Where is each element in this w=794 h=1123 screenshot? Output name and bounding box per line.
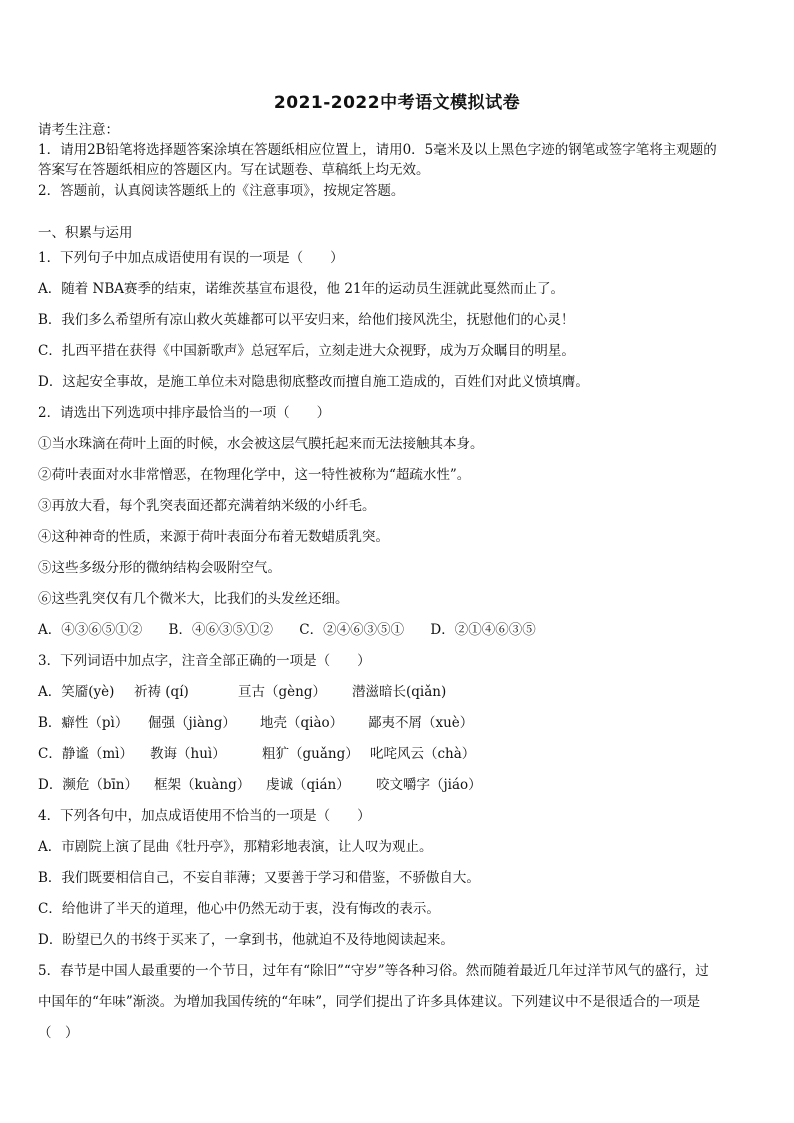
q3-a-word-3: 亘古（gèng） <box>238 684 326 700</box>
q1-option-a: A．随着 NBA赛季的结束，诺维茨基宣布退役，他 21年的运动员生涯就此戛然而止了。 <box>38 281 564 297</box>
q2-options <box>38 620 760 640</box>
q2-stem: 2．请选出下列选项中排序最恰当的一项（ ） <box>38 405 331 421</box>
q2-sentence-3: ③再放大看，每个乳突表面还都充满着纳米级的小纤毛。 <box>38 498 376 514</box>
q2-option-c: C．②④⑥③⑤① <box>299 622 405 638</box>
q3-c-word-2: 教诲（huì） <box>150 746 226 762</box>
q3-d-word-1: D．濒危（bīn） <box>38 777 138 793</box>
q3-a-word-1: A．笑靥(yè) <box>38 684 115 700</box>
q2-option-a: A．④③⑥⑤①② <box>38 622 143 638</box>
q3-c-word-1: C．静谧（mì） <box>38 746 133 762</box>
q4-stem: 4．下列各句中，加点成语使用不恰当的一项是（ ） <box>38 808 371 824</box>
q2-option-b: B．④⑥③⑤①② <box>168 622 273 638</box>
q3-c-word-4: 叱咤风云（chà） <box>370 746 476 762</box>
q4-option-a: A．市剧院上演了昆曲《牡丹亭》，那精彩地表演，让人叹为观止。 <box>38 839 433 855</box>
q4-option-d: D．盼望已久的书终于买来了，一拿到书，他就迫不及待地阅读起来。 <box>38 932 454 948</box>
q3-b-word-4: 鄙夷不屑（xuè） <box>368 715 474 731</box>
q5-line-2: 中国年的“年味”渐淡。为增加我国传统的“年味”，同学们提出了许多具体建议。下列建议中不是很适合的一项是 <box>38 994 701 1010</box>
notice-item-1-line-2: 答案写在答题纸相应的答题区内。写在试题卷、草稿纸上均无效。 <box>38 162 430 178</box>
q1-option-c: C．扎西平措在获得《中国新歌声》总冠军后，立刻走进大众视野，成为万众瞩目的明星。 <box>38 343 575 359</box>
q3-b-word-1: B．癖性（pì） <box>38 715 129 731</box>
q3-stem: 3．下列词语中加点字，注音全部正确的一项是（ ） <box>38 653 371 669</box>
notice-item-1-line-1: 1．请用2B铅笔将选择题答案涂填在答题纸相应位置上，请用0．5毫米及以上黑色字迹的钢笔或签字笔将主观题的 <box>38 142 717 158</box>
q4-option-b: B．我们既要相信自己，不妄自菲薄；又要善于学习和借鉴，不骄傲自大。 <box>38 870 480 886</box>
q3-d-word-3: 虔诚（qián） <box>266 777 350 793</box>
q1-stem: 1．下列句子中加点成语使用有误的一项是（ ） <box>38 250 344 266</box>
q2-sentence-5: ⑤这些多级分形的微纳结构会吸附空气。 <box>38 560 281 576</box>
q1-option-d: D．这起安全事故，是施工单位未对隐患彻底整改而擅自施工造成的，百姓们对此义愤填膺。 <box>38 374 589 390</box>
q2-sentence-6: ⑥这些乳突仅有几个微米大，比我们的头发丝还细。 <box>38 591 349 607</box>
q2-sentence-1: ①当水珠滴在荷叶上面的时候，水会被这层气膜托起来而无法接触其本身。 <box>38 436 484 452</box>
q2-sentence-2: ②荷叶表面对水非常憎恶，在物理化学中，这一特性被称为“超疏水性”。 <box>38 467 471 483</box>
q2-sentence-4: ④这种神奇的性质，来源于荷叶表面分布着无数蜡质乳突。 <box>38 529 389 545</box>
q4-option-c: C．给他讲了半天的道理，他心中仍然无动于衷，没有悔改的表示。 <box>38 901 440 917</box>
q5-line-1: 5．春节是中国人最重要的一个节日，过年有“除旧”“守岁”等各种习俗。然而随着最近几年过洋节风气的盛行，过 <box>38 963 709 979</box>
q3-b-word-3: 地壳（qiào） <box>260 715 344 731</box>
q1-option-b: B．我们多么希望所有凉山救火英雄都可以平安归来，给他们接风洗尘，抚慰他们的心灵！ <box>38 312 575 328</box>
notice-heading: 请考生注意： <box>38 122 119 138</box>
q3-d-word-4: 咬文嚼字（jiáo） <box>376 777 482 793</box>
q5-line-3: （ ） <box>38 1025 79 1041</box>
section-heading: 一、积累与运用 <box>38 225 133 241</box>
q3-a-word-4: 潜滋暗长(qiǎn) <box>352 684 447 700</box>
q2-option-d: D．②①④⑥③⑤ <box>430 622 536 638</box>
q3-c-word-3: 粗犷（guǎng） <box>262 746 359 762</box>
q3-a-word-2: 祈祷 (qí) <box>134 684 189 700</box>
page-title: 2021-2022中考语文模拟试卷 <box>273 93 521 113</box>
q3-b-word-2: 倔强（jiàng） <box>148 715 236 731</box>
notice-item-2: 2．答题前，认真阅读答题纸上的《注意事项》，按规定答题。 <box>38 183 405 199</box>
q3-d-word-2: 框架（kuàng） <box>154 777 251 793</box>
